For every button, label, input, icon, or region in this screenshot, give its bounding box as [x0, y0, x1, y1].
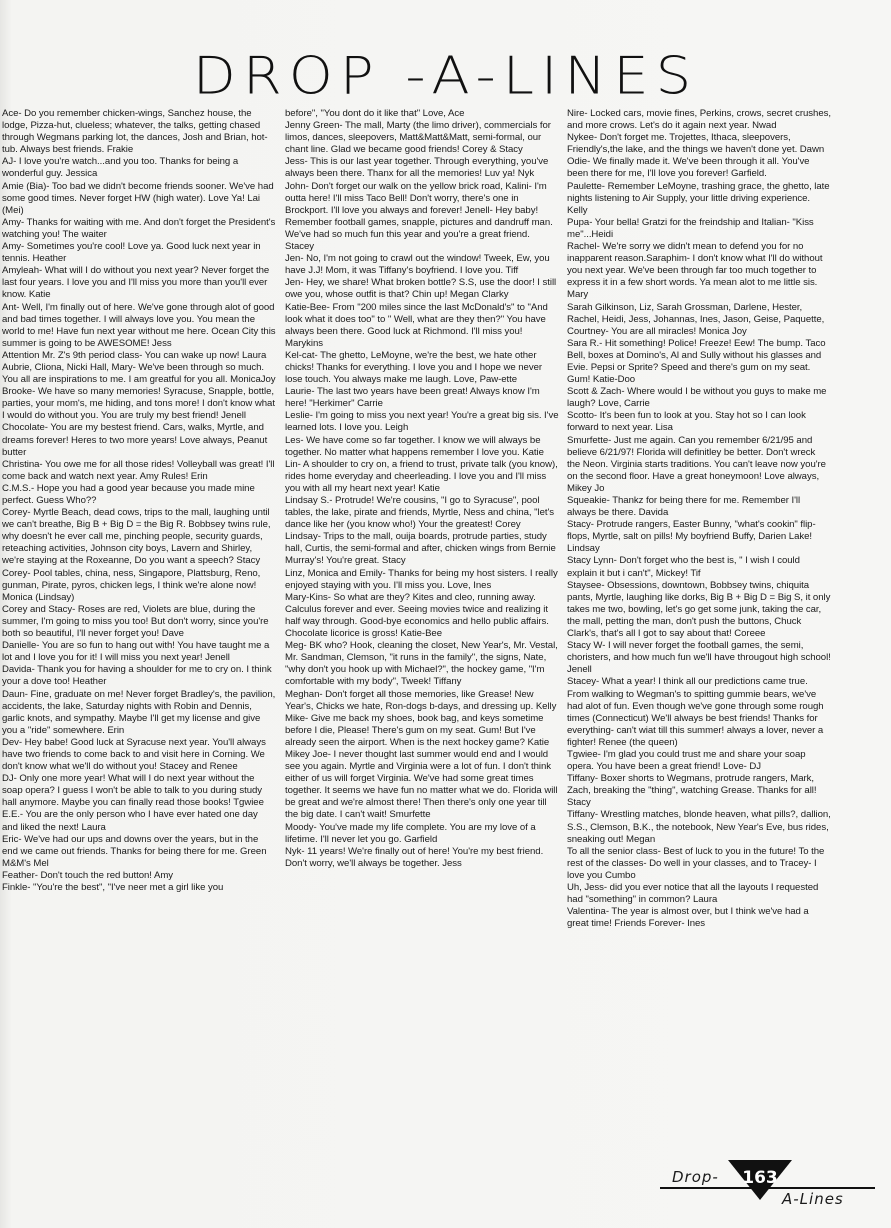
- message-entry: Ace- Do you remember chicken-wings, Sanchez house, the lodge, Pizza-hut, clueless; whatever, the talks, getting chased through Wegmans parking lot, the dances, Josh and Brian, hot-tub. Always best friends. Frakie: [2, 108, 268, 156]
- message-entry: Amy- Sometimes you're cool! Love ya. Good luck next year in tennis. Heather: [2, 241, 261, 265]
- message-entry: Amyleah- What will I do without you next year? Never forget the last four years. I love you and I'll miss you more than you'll ever know. Katie: [2, 265, 270, 301]
- message-entry: Scott & Zach- Where would I be without you guys to make me laugh? Love, Carrie: [567, 386, 827, 410]
- message-entry: Lin- A shoulder to cry on, a friend to trust, private talk (you know), rides home everyday and cheerleading. I love you and I'll miss you with all my heart next year! Katie: [285, 458, 558, 494]
- message-entry: Chocolate- You are my bestest friend. Cars, walks, Myrtle, and dreams forever! Heres to two more years! Love always, Peanut butter: [2, 422, 268, 458]
- message-entry: before", "You dont do it like that" Love, Ace: [285, 108, 465, 119]
- footer-lines-label: A-Lines: [782, 1190, 844, 1208]
- message-entry: Finkle- "You're the best", "I've neer met a girl like you: [2, 882, 224, 893]
- footer-drop-label: Drop-: [672, 1168, 719, 1186]
- message-entry: Ant- Well, I'm finally out of here. We've gone through alot of good and bad times together. I will always love you. You mean the world to me! Have fun next year without me here. Ocean City this summer is going to be AWESOME! Jess: [2, 301, 276, 349]
- message-entry: Corey- Pool tables, china, ness, Singapore, Plattsburg, Reno, gunman, Pirate, pyros, chicken legs, I think we're alone now! Monica (Lindsay): [2, 567, 261, 603]
- message-entry: Tgwiee- I'm glad you could trust me and share your soap opera. You have been a great friend! Love- DJ: [567, 748, 806, 773]
- message-entry: Stacy W- I will never forget the football games, the semi, choristers, and how much fun we'll have througout high school! Jenell: [567, 640, 831, 676]
- message-entry: Tiffany- Wrestling matches, blonde heaven, what pills?, dallion, S.S., Clemson, B.K., the notebook, New Year's Eve, bus rides, sneaking out! Megan: [567, 809, 831, 845]
- message-entry: Sara R.- Hit something! Police! Freeze! Eew! The bump. Taco Bell, boxes at Domino's, Al and Sully without his glasses and Evie. Pepsi or Sprite? Speed and there's gum on my seat. Gum! Katie-Doo: [567, 337, 826, 386]
- message-entry: Stacy Lynn- Don't forget who the best is, " I wish I could explain it but i can't", Mickey! Tif: [567, 555, 800, 579]
- message-entry: Linz, Monica and Emily- Thanks for being my host sisters. I really enjoyed staying with you. I'll miss you. Love, Ines: [285, 567, 558, 591]
- message-entry: Les- We have come so far together. I know we will always be together. No matter what happens remember I love you. Katie: [285, 434, 544, 458]
- message-entry: Corey- Myrtle Beach, dead cows, trips to the mall, laughing until we can't breathe, Big B + Big D = the Big R. Bobbsey twins rule, why doesn't he ever call me, pinching people, security guards, reteaching activities, Johnson city boys, Lavern and Shirley, we're staying at the Roxeanne, Do you want a speech? Stacy: [2, 507, 271, 567]
- message-entry: Nire- Locked cars, movie fines, Perkins, crows, secret crushes, and more crows. Let's do it again next year. Nwad: [567, 108, 831, 132]
- message-entry: Mikey Joe- I never thought last summer would end and I would see you again. Myrtle and Virginia were a lot of fun. I don't think either of us will forget Virginia. We've had some great times together. It seems we have fun no matter what we do. Florida will be great and we're almost there! Then there's only one year till the big date. I can't wait! Smurfette: [285, 748, 558, 821]
- message-entry: Sarah Gilkinson, Liz, Sarah Grossman, Darlene, Hester, Rachel, Heidi, Jess, Johannas, Ines, Jason, Geise, Paquette, Courtney- You are all miracles! Monica Joy: [567, 301, 825, 337]
- message-entry: Brooke- We have so many memories! Syracuse, Snapple, bottle, parties, your mom's, me hiding, and tons more! I don't know what I would do without you. You are truly my best friend! Jenell: [2, 386, 275, 422]
- message-entry: Dev- Hey babe! Good luck at Syracuse next year. You'll always have two friends to come back to and visit here in Corning. We don't know what we'll do without you! Stacey and Renee: [2, 736, 266, 773]
- message-entry: Feather- Don't touch the red button! Amy: [2, 869, 174, 881]
- message-entry: Corey and Stacy- Roses are red, Violets are blue, during the summer, I'm going to miss you too! But don't worry, since you're both so beautiful, I'll never forget you! Dave: [2, 603, 269, 640]
- message-entry: Tiffany- Boxer shorts to Wegmans, protrude rangers, Mark, Zach, breaking the "thing", watching Grease. Thanks for all! Stacy: [567, 773, 817, 809]
- message-entry: Meg- BK who? Hook, cleaning the closet, New Year's, Mr. Vestal, Mr. Sandman, Clemson, "it runs in the family", the signs, Nate, "why don't you hook up with Michael?", the hockey game, "I'm comfortable with my body", Tweek! Tiffany: [285, 640, 558, 688]
- page-footer: [640, 1160, 880, 1220]
- message-entry: Stacy- Protrude rangers, Easter Bunny, "what's cookin" flip-flops, Myrtle, salt on pills! My boyfriend Buffy, Darien Lake! Lindsay: [567, 519, 816, 555]
- message-entry: Eric- We've had our ups and downs over the years, but in the end we came out friends. Thanks for being there for me. Green M&M's Mel: [2, 833, 267, 869]
- message-entry: Rachel- We're sorry we didn't mean to defend you for no inapparent reason.Saraphim- I don't know what I'll do without you next year. We've been through far too much together to express it in a few short words. Ya mean alot to me little sis. Mary: [567, 241, 823, 301]
- message-entry: Meghan- Don't forget all those memories, like Grease! New Year's, Chicks we hate, Ron-dogs b-days, and dressing up. Kelly: [285, 688, 557, 712]
- message-entry: Scotto- It's been fun to look at you. Stay hot so I can look forward to next year. Lisa: [567, 410, 806, 434]
- message-entry: Daun- Fine, graduate on me! Never forget Bradley's, the pavilion, accidents, the lake, Saturday nights with Robin and Dennis, garlic knots, and sympathy. Maybe I'll get my license and give you a "ride" somewhere. Erin: [2, 688, 276, 736]
- message-entry: Amy- Thanks for waiting with me. And don't forget the President's watching you! The waiter: [2, 216, 276, 240]
- message-entry: Valentina- The year is almost over, but I think we've had a great time! Friends Forever- Ines: [567, 906, 809, 930]
- message-entry: Christina- You owe me for all those rides! Volleyball was great! I'll come back and watch next year. Amy Rules! Erin: [2, 458, 275, 482]
- message-entry: Leslie- I'm going to miss you next year! You're a great big sis. I've learned lots. I love you. Leigh: [285, 410, 559, 434]
- message-entry: Laurie- The last two years have been great! Always know I'm here! "Herkimer" Carrie: [285, 386, 540, 410]
- message-entry: Jess- This is our last year together. Through everything, you've always been there. Thanx for all the memories! Luv ya! Nyk: [285, 156, 549, 180]
- message-entry: C.M.S.- Hope you had a good year because you made mine perfect. Guess Who??: [2, 482, 255, 506]
- message-entry: Aubrie, Cliona, Nicki Hall, Mary- We've been through so much. You all are inspirations to me. I am greatful for you all. MonicaJoy: [2, 361, 276, 386]
- message-entry: Davida- Thank you for having a shoulder for me to cry on. I think your a dove too! Heather: [2, 664, 272, 688]
- message-entry: Staysee- Obsessions, downtown, Bobbsey twins, chiquita pants, Myrtle, laughing like dorks, Big B + Big D = Big S, it only takes me two, bowling, let's go get some junk, taking the car, the mall, petting the man, don't push the buttons, Chuck Clark's, that's all I got to say about that! Coreee: [567, 579, 831, 640]
- message-entry: Stacey- What a year! I think all our predictions came true. From walking to Wegman's to spitting gummie bears, we've had alot of fun. Even though we've gone through some rough times (Connecticut) We'll always be best friends! Thanks for everything- can't wiat till this summer! always a lover, never a fighter! Renee (the queen): [567, 676, 824, 748]
- message-entry: DJ- Only one more year! What will I do next year without the soap opera? I guess I won't be able to talk to you during study hall anymore. Maybe you can finally read those books! Tgwiee: [2, 773, 264, 809]
- column-1: [2, 108, 276, 1118]
- message-entry: Amie (Bia)- Too bad we didn't become friends sooner. We've had some good times. Never forget HW (high water). Love Ya! Lai (Mei): [2, 180, 274, 216]
- message-entry: Kel-cat- The ghetto, LeMoyne, we're the best, we hate other chicks! Thanks for everything. I love you and I hope we never lose touch. You always make me laugh. Love, Paw-ette: [285, 349, 543, 386]
- message-entry: Moody- You've made my life complete. You are my love of a lifetime. I'll never let you go. Garfield: [285, 821, 536, 845]
- message-entry: To all the senior class- Best of luck to you in the future! To the rest of the classes- Do well in your classes, and to Tracey- I love you Cumbo: [567, 845, 825, 881]
- page-title: DROP -A-LINES: [192, 46, 699, 107]
- page-number: 163: [742, 1168, 778, 1188]
- message-entry: Mary-Kins- So what are they? Kites and cleo, running away. Calculus forever and ever. Seeing movies twice and realizing it half way through. Good-bye economics and hello public affairs. Chocolate licorice is gross! Katie-Bee: [285, 591, 549, 640]
- message-entry: Nyk- 11 years! We're finally out of here! You're my best friend. Don't worry, we'll always be together. Jess: [285, 845, 544, 869]
- message-entry: Jen- Hey, we share! What broken bottle? S.S, use the door! I still owe you, whose outfit is that? Chin up! Megan Clarky: [285, 277, 557, 301]
- message-entry: Attention Mr. Z's 9th period class- You can wake up now! Laura: [2, 349, 267, 361]
- column-3: [567, 108, 831, 1068]
- message-entry: AJ- I love you're watch...and you too. Thanks for being a wonderful guy. Jessica: [2, 156, 239, 180]
- message-entry: Nykee- Don't forget me. Trojettes, Ithaca, sleepovers, Friendly's,the lake, and the things we haven't done yet. Dawn: [567, 132, 825, 156]
- message-entry: Lindsay S.- Protrude! We're cousins, "I go to Syracuse", pool tables, the lake, pirate and friends, Myrtle, Ness and china, "let's dance like her (you know who!) Your the greatest! Corey: [285, 495, 555, 531]
- message-entry: Odie- We finally made it. We've been through it all. You've been there for me, I'll love you forever! Garfield.: [567, 156, 810, 180]
- message-entry: E.E.- You are the only person who I have ever hated one day and liked the next! Laura: [2, 809, 258, 833]
- message-entry: Uh, Jess- did you ever notice that all the layouts I requested had "something" in common? Laura: [567, 882, 819, 906]
- message-entry: Danielle- You are so fun to hang out with! You have taught me a lot and I love you for it! I will miss you next year! Jenell: [2, 640, 270, 664]
- message-entry: Paulette- Remember LeMoyne, trashing grace, the ghetto, late nights listening to Air Supply, your little driving experience. Kelly: [567, 180, 830, 216]
- column-2: [285, 108, 561, 1068]
- message-entry: Lindsay- Trips to the mall, ouija boards, protrude parties, study hall, Curtis, the semi-formal and after, chicken wings from Bernie Murray's! You're great. Stacy: [285, 531, 556, 567]
- message-entry: Mike- Give me back my shoes, book bag, and keys sometime before I die, Please! There's gum on my seat. Gum! But I've already seen the airport. When is the next hockey game? Katie: [285, 712, 550, 748]
- message-entry: Jen- No, I'm not going to crawl out the window! Tweek, Ew, you have J.J! Mom, it was Tiffany's boyfriend. I love you. Tiff: [285, 253, 550, 277]
- message-entry: Squeakie- Thankz for being there for me. Remember I'll always be there. Davida: [567, 495, 801, 519]
- message-entry: Pupa- Your bella! Gratzi for the freindship and Italian- "Kiss me"...Heidi: [567, 216, 814, 240]
- message-entry: John- Don't forget our walk on the yellow brick road, Kalini- I'm outta here! I'll miss Taco Bell! Don't worry, there's one in Brockport. I'll love you always and forever! Jenell- Hey baby! Remember football games, snapple, pictures and dandruff man. We've had so much fun this year and you're a great friend. Stacey: [285, 180, 553, 253]
- message-entry: Jenny Green- The mall, Marty (the limo driver), commercials for limos, dances, sleepovers, Matt&Matt&Matt, semi-formal, our chant line. Glad we became good friends! Corey & Stacy: [285, 120, 551, 156]
- message-entry: Smurfette- Just me again. Can you remember 6/21/95 and believe 6/21/97! Florida will definitley be better. Don't wreck the Neon. Virginia starts traditions. You can't leave now you're on the second floor. Have a great honeymoon! Love always, Mikey Jo: [567, 434, 826, 494]
- message-entry: Katie-Bee- From "200 miles since the last McDonald's" to "And look what it does too" to " Well, what are they then?" You have always been there. Good luck at Richmond. I'll miss you! Marykins: [285, 301, 548, 349]
